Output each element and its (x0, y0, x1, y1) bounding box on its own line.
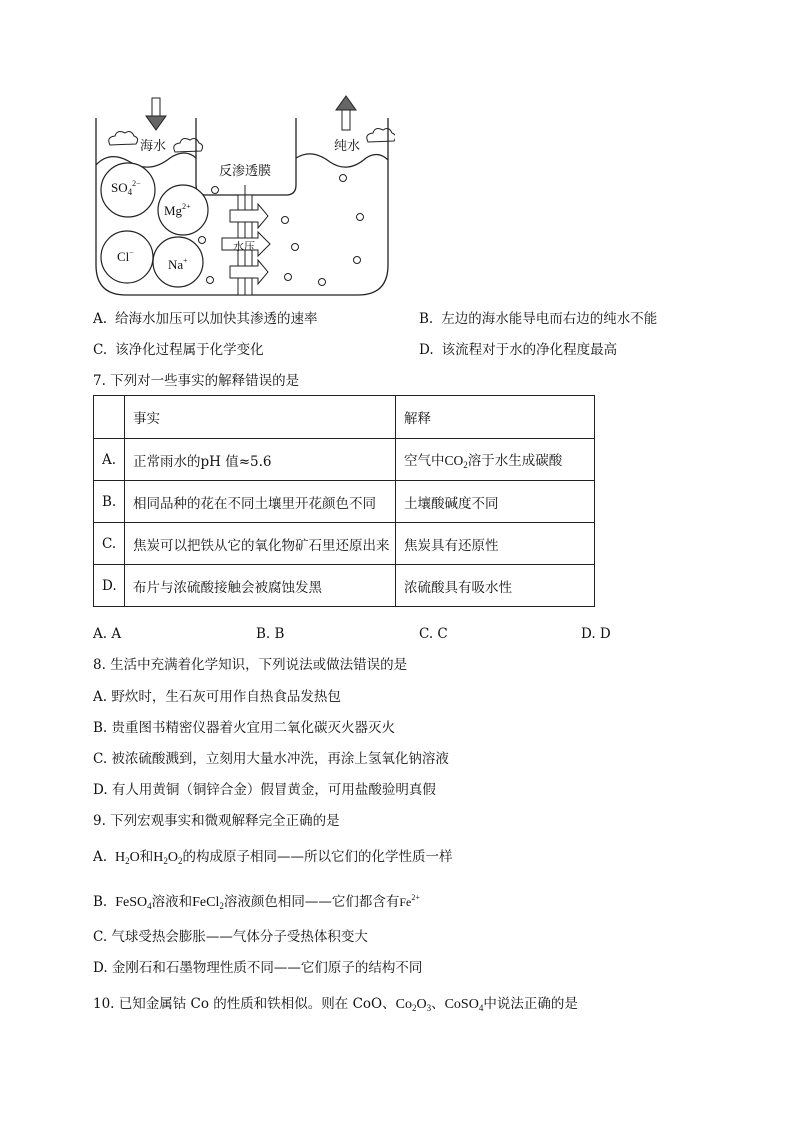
q6-option-a: A. 给海水加压可以加快其渗透的速率 (93, 311, 318, 327)
row-fact: 焦炭可以把铁从它的氧化物矿石里还原出来 (125, 523, 396, 565)
q9-option-c: C. 气球受热会膨胀——气体分子受热体积变大 (93, 929, 368, 945)
ion-sodium: Na+ (168, 256, 188, 272)
q7-answer-c: C. C (419, 626, 448, 642)
q8-option-c: C. 被浓硫酸溅到，立刻用大量水冲洗，再涂上氢氧化钠溶液 (93, 751, 449, 767)
q6-option-c: C. 该净化过程属于化学变化 (93, 342, 264, 358)
q9-option-b: B. FeSO$_4$溶液和FeCl$_2$溶液颜色相同——它们都含有$Fe^{2+}$ (93, 893, 420, 911)
q7-answer-d: D. D (581, 626, 611, 642)
table-row (94, 481, 595, 523)
table-header-row (94, 396, 595, 439)
reverse-osmosis-diagram (90, 90, 395, 305)
pressure-label: 水压 (233, 240, 255, 253)
q7-table (93, 395, 595, 607)
q7-answer-b: B. B (256, 626, 285, 642)
ion-sulfate: $SO_4^{2-}$ (111, 179, 141, 197)
table-row (94, 439, 595, 481)
q8-option-d: D. 有人用黄铜（铜锌合金）假冒黄金，可用盐酸验明真假 (93, 782, 436, 798)
row-explain: 焦炭具有还原性 (396, 523, 595, 565)
row-label: C. (94, 523, 125, 565)
ion-chloride: Cl− (117, 248, 134, 264)
q9-option-d: D. 金刚石和石墨物理性质不同——它们原子的结构不同 (93, 960, 423, 976)
q8-option-a: A. 野炊时，生石灰可用作自热食品发热包 (93, 689, 341, 705)
row-label: D. (94, 565, 125, 607)
row-fact: 正常雨水的pH 值≈5.6 (125, 439, 396, 481)
row-label: B. (94, 481, 125, 523)
q7-stem: 7. 下列对一些事实的解释错误的是 (93, 373, 300, 389)
membrane-label: 反渗透膜 (219, 164, 272, 179)
ion-magnesium: $Mg^{2+}$ (164, 202, 191, 218)
q9-stem: 9. 下列宏观事实和微观解释完全正确的是 (93, 813, 340, 829)
row-fact: 相同品种的花在不同土壤里开花颜色不同 (125, 481, 396, 523)
header-fact: 事实 (125, 396, 396, 439)
q8-stem: 8. 生活中充满着化学知识，下列说法或做法错误的是 (93, 657, 408, 673)
q6-option-b: B. 左边的海水能导电而右边的纯水不能 (419, 311, 658, 327)
purewater-label: 纯水 (334, 139, 361, 154)
q7-answer-a: A. A (93, 626, 122, 642)
inflow-arrow-icon (146, 98, 166, 130)
row-explain: 浓硫酸具有吸水性 (396, 565, 595, 607)
row-fact: 布片与浓硫酸接触会被腐蚀发黑 (125, 565, 396, 607)
q10-stem: 10. 已知金属钴 Co 的性质和铁相似。则在 CoO、$Co_2O_3$、CoSO$_4$中说法正确的是 (93, 996, 578, 1013)
q8-option-b: B. 贵重图书精密仪器着火宜用二氧化碳灭火器灭火 (93, 720, 396, 736)
table-row (94, 523, 595, 565)
q9-option-a: A. $H_2O$和$H_2O_2$的构成原子相同——所以它们的化学性质一样 (93, 849, 453, 866)
row-label: A. (94, 439, 125, 481)
row-explain: 空气中$CO_2$溶于水生成碳酸 (396, 439, 595, 481)
q6-option-d: D. 该流程对于水的净化程度最高 (419, 342, 618, 358)
header-explain: 解释 (396, 396, 595, 439)
table-row (94, 565, 595, 607)
seawater-label: 海水 (140, 139, 167, 154)
outflow-arrow-icon (336, 96, 356, 130)
row-explain: 土壤酸碱度不同 (396, 481, 595, 523)
